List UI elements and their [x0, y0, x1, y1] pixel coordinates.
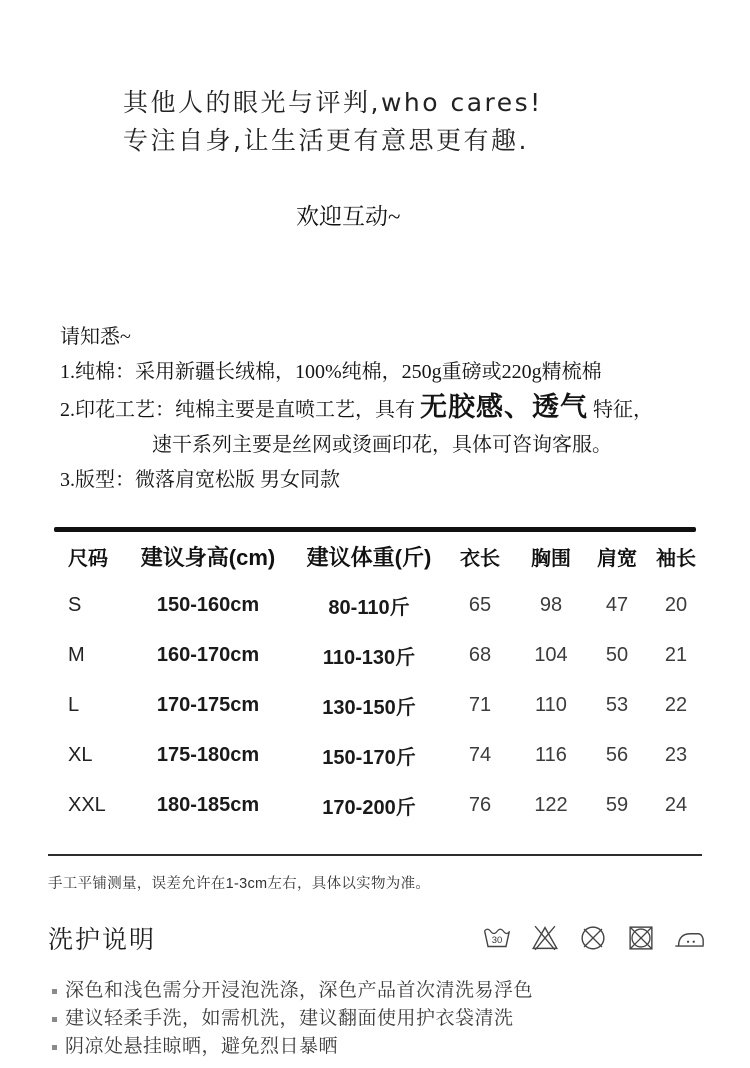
cell-length: 65	[468, 593, 492, 616]
notice-item-printing-prefix: 2.印花工艺：纯棉主要是直喷工艺，具有	[60, 399, 420, 421]
cell-shoulder: 53	[605, 693, 629, 716]
cell-size: S	[68, 593, 82, 616]
cell-chest: 116	[535, 743, 567, 766]
cell-weight: 170-200斤	[322, 796, 416, 819]
table-row	[48, 730, 702, 780]
cell-length: 71	[468, 693, 492, 716]
size-chart	[48, 527, 702, 856]
cell-height: 175-180cm	[156, 743, 260, 766]
cell-height: 170-175cm	[156, 693, 260, 716]
measurement-note: 手工平铺测量，误差允许在1-3cm左右，具体以实物为准。	[48, 876, 431, 892]
cell-sleeve: 20	[664, 593, 688, 616]
care-tip-text: 阴凉处悬挂晾晒，避免烈日暴晒	[65, 1036, 339, 1057]
cell-size: M	[68, 643, 85, 666]
do-not-dry-clean-icon	[576, 921, 610, 955]
header-length: 衣长	[460, 547, 500, 570]
cell-height: 180-185cm	[156, 793, 260, 816]
cell-chest: 110	[535, 693, 567, 716]
header-chest: 胸围	[531, 547, 571, 570]
notice-item-printing-suffix: 特征，	[588, 399, 653, 421]
cell-length: 74	[468, 743, 492, 766]
cell-sleeve: 24	[664, 793, 688, 816]
list-item	[48, 1005, 533, 1033]
handwritten-quote	[123, 84, 543, 160]
notice-item-printing-highlight: 无胶感、透气	[420, 392, 588, 422]
handwritten-quote-line1: 其他人的眼光与评判,who cares!	[123, 88, 543, 117]
cell-weight: 80-110斤	[328, 596, 410, 619]
cell-size: XL	[68, 743, 93, 766]
square-bullet-icon	[52, 1045, 57, 1050]
header-shoulder: 肩宽	[597, 547, 637, 570]
notice-item-cotton: 1.纯棉：采用新疆长绒棉，100%纯棉，250g重磅或220g精梳棉	[60, 361, 602, 383]
wash-temp-label: 30	[491, 935, 503, 947]
cell-weight: 110-130斤	[322, 646, 416, 669]
list-item	[48, 1033, 533, 1061]
cell-sleeve: 23	[664, 743, 688, 766]
table-row	[48, 580, 702, 630]
cell-chest: 122	[534, 793, 568, 816]
cell-size: XXL	[68, 793, 106, 816]
notice-item-printing	[60, 390, 714, 428]
cell-sleeve: 22	[664, 693, 688, 716]
table-bottom-rule	[48, 854, 702, 856]
size-chart-header-row	[48, 532, 702, 580]
cell-chest: 104	[534, 643, 568, 666]
do-not-tumble-dry-icon	[624, 921, 658, 955]
iron-medium-icon	[672, 921, 706, 955]
cell-weight: 130-150斤	[322, 696, 416, 719]
cell-shoulder: 56	[605, 743, 629, 766]
laundry-care-icons	[480, 921, 706, 955]
care-section-header	[48, 920, 706, 956]
list-item	[48, 977, 533, 1005]
header-sleeve: 袖长	[656, 547, 696, 570]
header-weight: 建议体重(斤)	[306, 544, 432, 570]
cell-sleeve: 21	[664, 643, 688, 666]
do-not-bleach-icon	[528, 921, 562, 955]
cell-size: L	[68, 693, 80, 716]
cell-chest: 98	[539, 593, 563, 616]
header-height: 建议身高(cm)	[140, 544, 276, 570]
cell-weight: 150-170斤	[322, 746, 416, 769]
square-bullet-icon	[52, 989, 57, 994]
care-tips-list	[48, 977, 533, 1061]
notice-item-printing-line2: 速干系列主要是丝网或烫画印花，具体可咨询客服。	[152, 434, 612, 456]
cell-length: 68	[468, 643, 492, 666]
header-size: 尺码	[68, 547, 108, 570]
wash-30-icon	[480, 921, 514, 955]
care-tip-text: 建议轻柔手洗，如需机洗，建议翻面使用护衣袋清洗	[65, 1008, 514, 1029]
care-tip-text: 深色和浅色需分开浸泡洗涤，深色产品首次清洗易浮色	[65, 980, 534, 1001]
cell-shoulder: 59	[605, 793, 629, 816]
care-title: 洗护说明	[48, 926, 157, 954]
notice-item-fit: 3.版型：微落肩宽松版 男女同款	[60, 469, 340, 491]
cell-height: 160-170cm	[156, 643, 260, 666]
cell-shoulder: 50	[605, 643, 629, 666]
cell-shoulder: 47	[605, 593, 629, 616]
square-bullet-icon	[52, 1017, 57, 1022]
welcome-text: 欢迎互动~	[296, 204, 401, 229]
table-row	[48, 630, 702, 680]
cell-length: 76	[468, 793, 492, 816]
cell-height: 150-160cm	[156, 593, 260, 616]
handwritten-quote-line2: 专注自身,让生活更有意思更有趣.	[123, 126, 529, 155]
notice-section	[60, 320, 714, 498]
table-row	[48, 780, 702, 830]
notice-title: 请知悉~	[60, 326, 131, 348]
table-row	[48, 680, 702, 730]
